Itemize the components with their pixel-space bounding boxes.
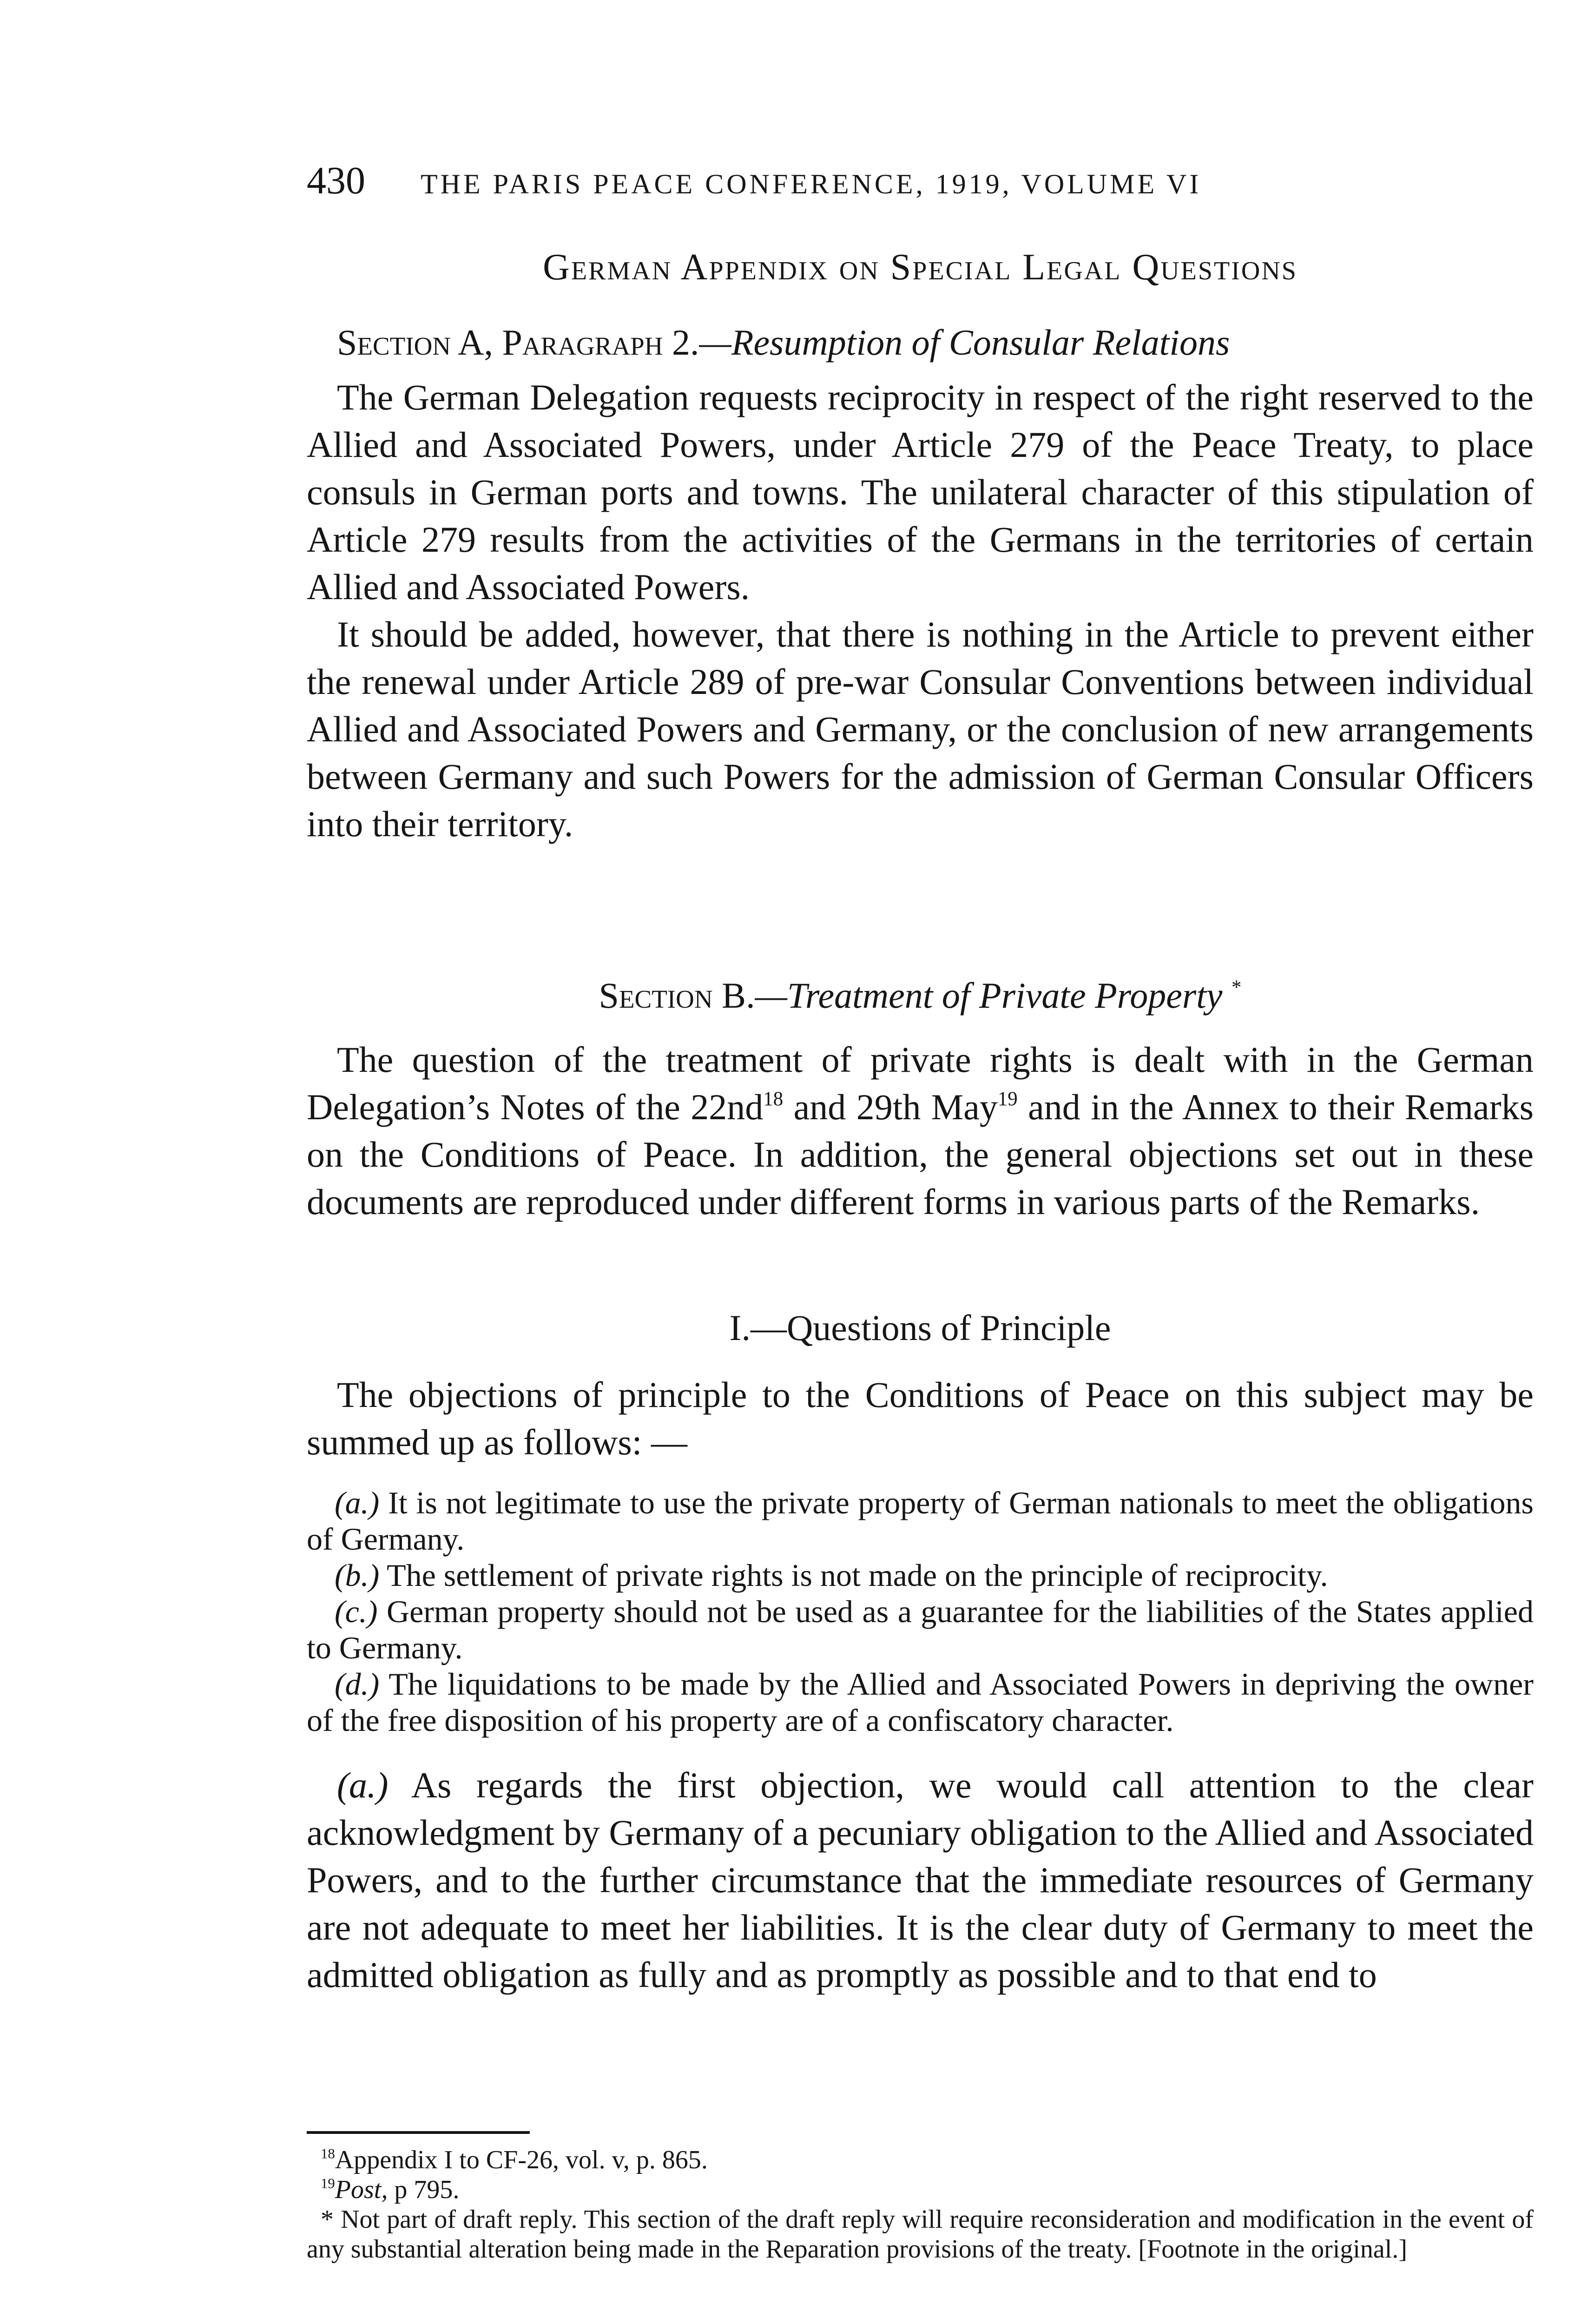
principles-heading: I.—Questions of Principle — [729, 1307, 1111, 1348]
footnote-mark: * — [321, 2205, 334, 2234]
section-a-paragraph-2: It should be added, however, that there is nothing in the Article to prevent either the renewal under Article 289 of pre-war Consular Conventions between individual Allied and Associated Powers and Germany, or the conclusion of new arrangements between Germany and such Powers for the admission of German Consular Officers into their territory. — [307, 614, 1534, 844]
footnote-ref-19: 19 — [997, 1088, 1018, 1110]
footnote-text: p 795. — [388, 2175, 460, 2204]
section-b-heading-prefix: Section B. — [599, 975, 755, 1016]
response-text: As regards the first objection, we would call attention to the clear acknowledgment by Germany of a pecuniary obligation to the Allied and Associated Powers, and to the further circumstance that the immediate resources of Germany are not adequate to meet her liabilities. It is the clear duty of Germany to meet the admitted obligation as fully and as promptly as possible and to that end to — [307, 1765, 1534, 1995]
objection-b — [307, 1557, 1534, 1593]
response-a — [307, 1762, 1534, 1999]
section-b-intro — [307, 1036, 1534, 1226]
section-b — [307, 974, 1534, 1226]
principles-intro: The objections of principle to the Conditions of Peace on this subject may be summed up as follows: — — [307, 1374, 1534, 1462]
section-b-heading-title: —Treatment of Private Property — [755, 975, 1223, 1016]
footnotes — [307, 2145, 1534, 2264]
objection-text: It is not legitimate to use the private property of German nationals to meet the obligations of Germany. — [307, 1485, 1534, 1557]
footnote-text-italic: Post, — [335, 2175, 388, 2204]
footnote-ref-18: 18 — [763, 1088, 784, 1110]
response-label: (a.) — [337, 1765, 389, 1805]
footnote-18 — [307, 2145, 1534, 2175]
running-header — [307, 158, 1534, 209]
objection-text: The settlement of private rights is not made on the principle of reciprocity. — [379, 1558, 1328, 1593]
footnote-mark: 19 — [321, 2175, 335, 2192]
objection-a — [307, 1485, 1534, 1557]
section-a-heading — [307, 321, 1534, 364]
section-b-intro-part-3: and in the Annex to their Remarks on the Conditions of Peace. In addition, the general objections set out in these documents are reproduced under different forms in various parts of the Remarks. — [307, 1086, 1534, 1222]
objection-text: German property should not be used as a guarantee for the liabilities of the States applied to Germany. — [307, 1594, 1534, 1665]
footnote-ref-star: * — [1232, 976, 1242, 998]
appendix-title: German Appendix on Special Legal Questions — [543, 247, 1297, 288]
footnote-text: Appendix I to CF-26, vol. v, p. 865. — [335, 2146, 708, 2174]
section-a — [307, 321, 1534, 848]
page-number: 430 — [307, 159, 365, 202]
footnote-star — [307, 2205, 1534, 2264]
section-a-paragraph-1: The German Delegation requests reciprocity in respect of the right reserved to the Allied and Associated Powers, under Article 279 of the Peace Treaty, to place consuls in German ports and towns. The unilateral character of this stipulation of Article 279 results from the activities of the Germans in the territories of certain Allied and Associated Powers. — [307, 376, 1534, 607]
section-b-intro-part-1: The question of the treatment of private rights is dealt with in the German Delegation’s Notes of the 22nd — [307, 1039, 1534, 1127]
running-title: THE PARIS PEACE CONFERENCE, 1919, VOLUME VI — [421, 169, 1202, 199]
objections-list — [307, 1485, 1534, 1738]
objection-label: (d.) — [335, 1666, 380, 1702]
objection-c — [307, 1593, 1534, 1666]
objection-label: (b.) — [335, 1558, 380, 1593]
objection-text: The liquidations to be made by the Allied and Associated Powers in depriving the owner of the free disposition of his property are of a confiscatory character. — [307, 1666, 1534, 1738]
footnote-mark: 18 — [321, 2146, 335, 2162]
section-a-heading-title: —Resumption of Consular Relations — [699, 322, 1230, 363]
footnote-text: Not part of draft reply. This section of the draft reply will require reconsideration and modification in the event of any substantial alteration being made in the Reparation provisions of the treaty. [Footnote in the original.] — [307, 2205, 1534, 2264]
section-b-heading — [307, 974, 1534, 1017]
footnote-divider — [307, 2131, 530, 2134]
section-a-heading-prefix: Section A, Paragraph 2. — [337, 322, 699, 363]
principles-body — [307, 1371, 1534, 1999]
objection-label: (c.) — [335, 1594, 378, 1629]
objection-d — [307, 1666, 1534, 1738]
objection-label: (a.) — [335, 1485, 380, 1520]
footnote-19 — [307, 2175, 1534, 2205]
section-b-intro-part-2: and 29th May — [783, 1086, 998, 1127]
